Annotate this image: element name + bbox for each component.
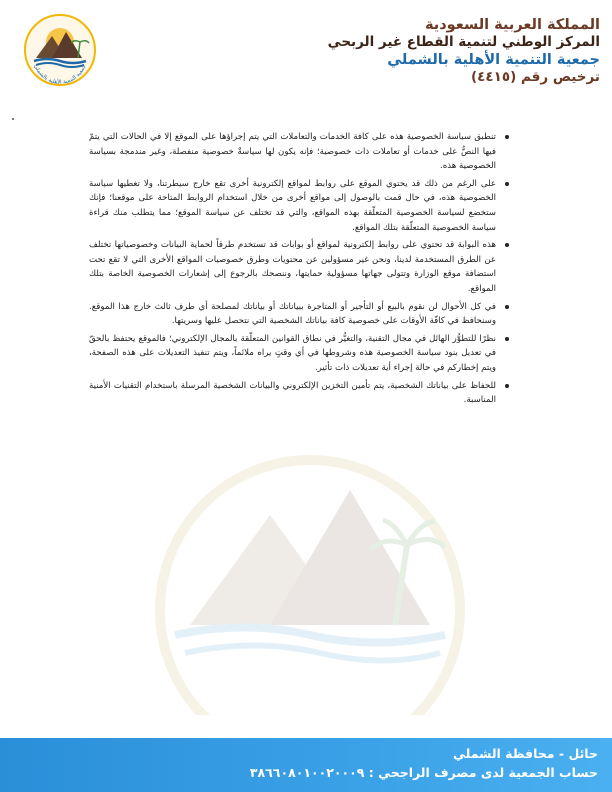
paragraph: تنطبق سياسة الخصوصية هذه على كافة الخدمات والتعاملات التي يتم إجراؤها على الموقع إلا في الحالات التي يتمّ فيها النصُّ على خدمات أو تعاملات ذات خصوصية؛ فإنه يكون لها سياسةٌ خصوصية منفصلة، وغير مندمجة بسياسة الخصوصية هذه. bbox=[89, 130, 509, 174]
paragraph: هذه البوابة قد تحتوي على روابط إلكترونية لمواقع أو بوابات قد تستخدم طرقاً لحماية البيانات وخصوصياتها تختلف عن الطرق المستخدمة لدينا، ونحن غير مسؤولين عن محتويات وطرق خصوصيات المواقع الأخرى التي لا تقع تحت استضافة موقع الوزارة وتتولى جهاتها مسؤولية حمايتها، وننصحك بالرجوع إلى إشعارات الخصوصية الخاصة بتلك المواقع. bbox=[89, 238, 509, 296]
center-name: المركز الوطني لتنمية القطاع غير الربحي bbox=[327, 34, 600, 51]
bullet-icon bbox=[505, 135, 509, 139]
stray-dot bbox=[12, 118, 14, 120]
bullet-icon bbox=[505, 182, 509, 186]
association-logo bbox=[22, 12, 98, 88]
bullet-icon bbox=[505, 337, 509, 341]
footer-bank-account: حساب الجمعية لدى مصرف الراجحي : ٣٨٦٦٠٨٠١٠٠٢٠٠٠٩ bbox=[249, 765, 598, 780]
association-name: جمعية التنمية الأهلية بالشملي bbox=[387, 52, 600, 68]
country-name: المملكة العربية السعودية bbox=[425, 17, 600, 33]
license-number: ترخيص رقم (٤٤١٥) bbox=[470, 69, 600, 86]
watermark-logo bbox=[95, 395, 525, 715]
footer-text bbox=[8, 744, 598, 782]
paragraph: على الرغم من ذلك قد يحتوي الموقع على روابط لمواقع إلكترونية أخرى تقع خارج سيطرتنا، ولا تغطيها سياسة الخصوصية هذه، في حال قمت بالوصول إلى مواقع أخرى من خلال استخدام الروابط المتاحة على موقعنا؛ فإنك ستخضع لسياسة الخصوصية المتعلّقة بهذه المواقع، والتي قد تختلف عن سياسة الموقع؛ مما يتطلب منك قراءة سياسة الخصوصية المتعلّقة بتلك المواقع. bbox=[89, 177, 509, 235]
paragraph: في كل الأحوال لن نقوم بالبيع أو التأجير أو المتاجرة ببياناتك أو بياناتك لمصلحة أي طرف ثالث خارج هذا الموقع. وسنحافظ في كافّة الأوقات على خصوصية كافة بياناتك الشخصية التي نتحصل عليها وسريتها. bbox=[89, 300, 509, 329]
bullet-icon bbox=[505, 384, 509, 388]
footer-address: حائل - محافظة الشملي bbox=[452, 746, 598, 761]
paragraph: للحفاظ على بياناتك الشخصية، يتم تأمين التخزين الإلكتروني والبيانات الشخصية المرسلة باستخدام التقنيات الأمنية المناسبة. bbox=[89, 379, 509, 408]
bullet-icon bbox=[505, 305, 509, 309]
privacy-content bbox=[89, 130, 509, 411]
paragraph: نظرًا للتطوُّر الهائل في مجال التقنية، والتغيُّر في نطاق القوانين المتعلّقة بالمجال الإلكتروني؛ فالموقع يحتفظ بالحقّ في تعديل بنود سياسة الخصوصية هذه وشروطها في أي وقتٍ يراه ملائماً، ويتم تنفيذ التعديلات على هذه الصفحة، ويتم إخطاركم في حالة إجراء أية تعديلات ذات تأثير. bbox=[89, 332, 509, 376]
bullet-icon bbox=[505, 243, 509, 247]
logo-text: جمعية التنمية الأهلية بالشملي bbox=[32, 63, 88, 86]
footer-bar bbox=[0, 738, 612, 792]
header-block bbox=[270, 16, 600, 86]
